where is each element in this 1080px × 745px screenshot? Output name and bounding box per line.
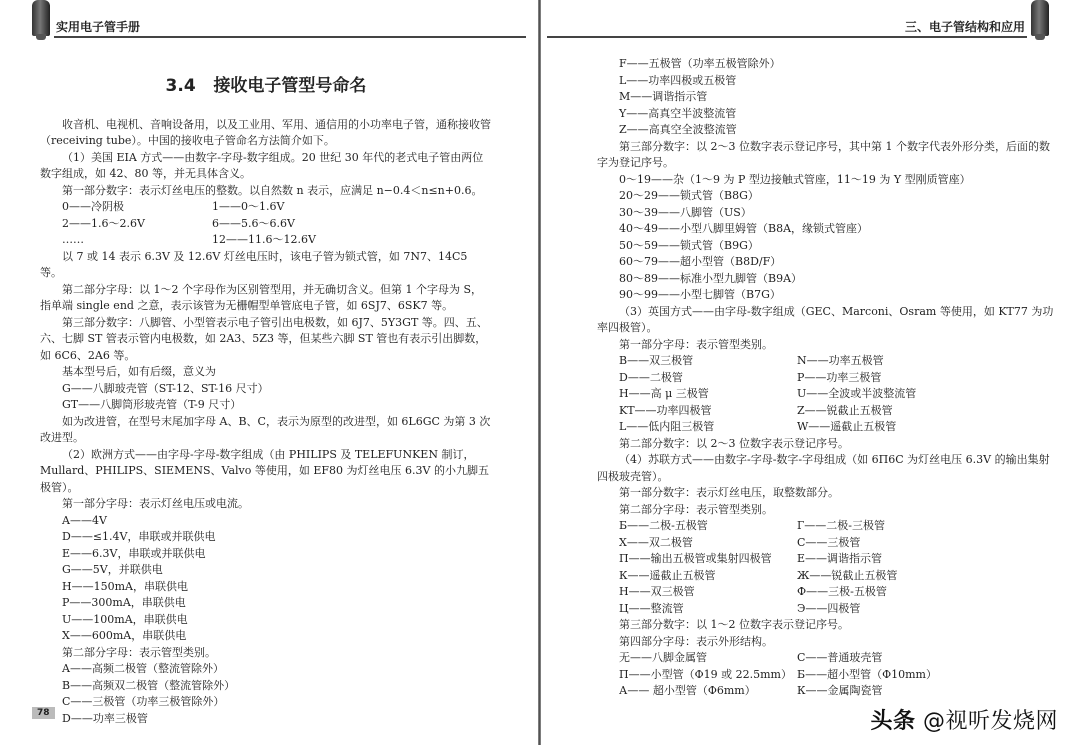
su-row	[597, 568, 1059, 585]
list-item: C——三极管（功率三极管除外）	[62, 695, 225, 708]
list-item: G——5V，并联供电	[62, 563, 163, 576]
list-item: Э——四极管	[797, 601, 861, 615]
list-item: 50～59——锁式管（B9G）	[619, 238, 759, 252]
list-item: B——高频双二极管（整流管除外）	[62, 678, 236, 692]
right-body	[597, 56, 1059, 700]
su-row	[597, 518, 1059, 535]
list-item: A——高频二极管（整流管除外）	[62, 662, 224, 675]
vacuum-tube-icon	[32, 0, 50, 36]
list-item: Z——高真空全波整流管	[619, 123, 737, 136]
list-item: 12——11.6～12.6V	[212, 233, 316, 246]
su-row	[597, 535, 1059, 552]
list-item: L——低内阻三极管	[619, 420, 715, 433]
list-item: H——高 μ 三极管	[619, 387, 709, 400]
left-page	[0, 0, 538, 745]
paragraph: 第一部分字母：表示灯丝电压或电流。	[62, 497, 249, 510]
paragraph: 第一部分数字：表示灯丝电压的整数。以自然数 n 表示，应满足 n−0.4＜n≤n+0.6。	[62, 183, 483, 197]
uk-row	[597, 353, 1059, 370]
list-item: 0～19——杂（1～9 为 P 型边接触式管座，11～19 为 Y 型刚质管座）	[619, 172, 971, 186]
uk-row	[597, 370, 1059, 387]
paragraph: （4）苏联方式——由数字-字母-数字-字母组成（如 6П6С 为灯丝电压 6.3V 的输出集射四极玻壳管）。	[597, 453, 1050, 483]
list-item: Х——双二极管	[619, 535, 693, 549]
right-page-header	[547, 18, 1025, 38]
paragraph: 第三部分数字：八脚管、小型管表示电子管引出电极数，如 6J7、5Y3GT 等。四、五、六、七脚 ST 管表示管内电极数，如 2A3、5Z3 等，但某些六脚 ST 管也有表示引出脚数，如 6C6、2A6 等。	[40, 315, 488, 362]
list-item: E——6.3V，串联或并联供电	[62, 546, 206, 560]
list-item: H——150mA，串联供电	[62, 579, 188, 593]
section-number: 3.4	[165, 76, 196, 96]
list-item: P——300mA，串联供电	[62, 596, 186, 609]
paragraph: 第四部分字母：表示外形结构。	[619, 634, 773, 648]
watermark	[870, 704, 1058, 735]
list-item: W——遥截止五极管	[797, 420, 897, 433]
list-item: D——功率三极管	[62, 711, 148, 725]
list-item: 40～49——小型八脚里姆管（B8A，缘锁式管座）	[619, 222, 869, 235]
list-item: A——4V	[62, 513, 107, 527]
paragraph: 基本型号后，如有后缀，意义为	[62, 365, 216, 378]
list-item: D——≤1.4V，串联或并联供电	[62, 530, 216, 543]
list-item: 60～79——超小型管（B8D/F）	[619, 255, 782, 268]
list-item: 6——5.6～6.6V	[212, 216, 295, 230]
list-item: P——功率三极管	[797, 370, 882, 384]
section-title: 接收电子管型号命名	[213, 76, 367, 96]
header-rule	[54, 36, 526, 38]
chapter-title: 三、电子管结构和应用	[904, 20, 1025, 34]
uk-row	[597, 386, 1059, 403]
book-title: 实用电子管手册	[56, 20, 141, 34]
su-row	[597, 584, 1059, 601]
list-item: 90～99——小型七脚管（B7G）	[619, 288, 781, 301]
list-item: L——功率四极或五极管	[619, 73, 737, 87]
su-row	[597, 551, 1059, 568]
list-item: К——遥截止五极管	[619, 568, 716, 582]
list-item: К——金属陶瓷管	[797, 684, 883, 697]
uk-row	[597, 403, 1059, 420]
list-item: X——600mA，串联供电	[62, 629, 187, 642]
list-item: B——双三极管	[619, 354, 694, 367]
list-item: Ц——整流管	[619, 601, 684, 615]
vacuum-tube-icon	[1031, 0, 1049, 36]
list-item: 无——八脚金属管	[619, 651, 707, 664]
paragraph: 第二部分字母：表示管型类别。	[62, 645, 216, 659]
list-item: Н——双三极管	[619, 585, 695, 598]
paragraph: 以 7 或 14 表示 6.3V 及 12.6V 灯丝电压时，该电子管为锁式管，如 7N7、14C5 等。	[40, 249, 468, 279]
right-page	[541, 0, 1080, 745]
section-heading	[40, 78, 492, 95]
watermark-brand: 头条	[870, 709, 916, 734]
list-item: 30～39——八脚管（US）	[619, 205, 752, 219]
list-item: 20～29——锁式管（B8G）	[619, 189, 759, 202]
paragraph: 第一部分数字：表示灯丝电压，取整数部分。	[619, 486, 839, 499]
list-item: 1——0～1.6V	[212, 200, 285, 213]
left-page-header	[56, 18, 526, 38]
list-item: Z——锐截止五极管	[797, 403, 893, 417]
su-shape-row	[597, 650, 1059, 667]
list-item: M——调谐指示管	[619, 90, 708, 103]
paragraph: 第二部分字母：以 1～2 个字母作为区别管型用，并无确切含义。但第 1 个字母为 S，指单端 single end 之意，表示该管为无栅帽型单管底电子管，如 6SJ7、6SK7 等。	[40, 282, 483, 312]
paragraph: 收音机、电视机、音响设备用，以及工业用、军用、通信用的小功率电子管，通称接收管（receiving tube）。中国的接收电子管命名方法简介如下。	[40, 117, 491, 147]
list-item: Е——调谐指示管	[797, 552, 883, 565]
list-item: П——小型管（Φ19 或 22.5mm）	[619, 667, 792, 681]
paragraph: （1）美国 EIA 方式——由数字-字母-数字组成。20 世纪 30 年代的老式电子管由两位数字组成，如 42、80 等，并无具体含义。	[40, 150, 484, 180]
paragraph: 如为改进管，在型号末尾加字母 A、B、C，表示为原型的改进型，如 6L6GC 为第 3 次改进型。	[40, 414, 491, 444]
list-item: G——八脚玻壳管（ST-12、ST-16 尺寸）	[62, 381, 269, 395]
uk-row	[597, 419, 1059, 436]
paragraph: （2）欧洲方式——由字母-字母-数字组成（由 PHILIPS 及 TELEFUNKEN 制订，Mullard、PHILIPS、SIEMENS、Valvo 等使用，如 EF80 为灯丝电压 6.3V 的小九脚五极管）。	[40, 447, 489, 494]
list-item: 80～89——标准小型九脚管（B9A）	[619, 271, 803, 285]
list-item: С——三极管	[797, 535, 861, 549]
paragraph: 第一部分字母：表示管型类别。	[619, 337, 773, 351]
list-item: KT——功率四极管	[619, 403, 712, 417]
header-rule	[547, 36, 1027, 38]
list-item: ……	[62, 233, 84, 246]
list-item: А—— 超小型管（Φ6mm）	[619, 684, 756, 697]
list-item: U——全波或半波整流管	[797, 387, 917, 400]
list-item: U——100mA，串联供电	[62, 612, 188, 626]
list-item: GT——八脚筒形玻壳管（T-9 尺寸）	[62, 398, 242, 411]
voltage-row	[40, 216, 492, 233]
list-item: С——普通玻壳管	[797, 651, 883, 664]
list-item: F——五极管（功率五极管除外）	[619, 57, 781, 70]
left-body	[40, 78, 492, 727]
list-item: Г——二极-三极管	[797, 519, 885, 532]
voltage-row	[40, 199, 492, 216]
list-item: 2——1.6～2.6V	[62, 216, 145, 230]
list-item: Y——高真空半波整流管	[619, 106, 737, 120]
list-item: N——功率五极管	[797, 354, 884, 367]
list-item: Ж——锐截止五极管	[797, 568, 898, 582]
list-item: Б——超小型管（Φ10mm）	[797, 667, 937, 681]
list-item: 0——冷阴极	[62, 200, 124, 213]
paragraph: 第三部分数字：以 2～3 位数字表示登记序号，其中第 1 个数字代表外形分类，后面的数字为登记序号。	[597, 139, 1050, 169]
voltage-row	[40, 232, 492, 249]
paragraph: 第二部分字母：表示管型类别。	[619, 502, 773, 516]
su-shape-row	[597, 683, 1059, 700]
list-item: Б——二极-五极管	[619, 519, 708, 532]
paragraph: （3）英国方式——由字母-数字组成（GEC、Marconi、Osram 等使用，如 KT77 为功率四极管）。	[597, 304, 1054, 334]
su-shape-row	[597, 667, 1059, 684]
su-row	[597, 601, 1059, 618]
paragraph: 第三部分数字：以 1～2 位数字表示登记序号。	[619, 618, 849, 631]
page-number: 78	[32, 707, 55, 719]
list-item: П——输出五极管或集射四极管	[619, 552, 772, 565]
list-item: D——二极管	[619, 370, 683, 384]
watermark-handle: @视听发烧网	[922, 709, 1058, 734]
paragraph: 第二部分数字：以 2～3 位数字表示登记序号。	[619, 436, 849, 450]
list-item: Ф——三极-五极管	[797, 585, 887, 598]
